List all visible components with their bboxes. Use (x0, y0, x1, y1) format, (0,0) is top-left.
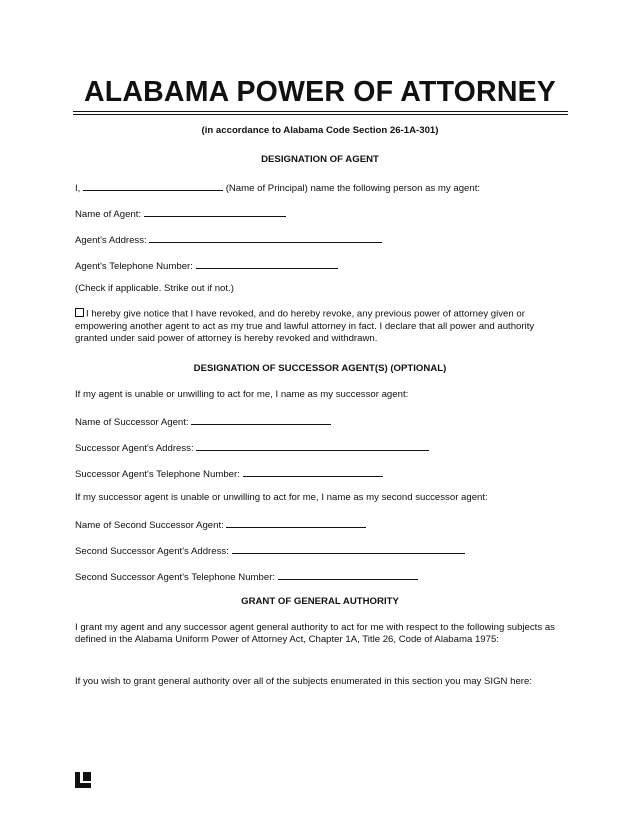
successor-address-line (75, 441, 429, 455)
successor-address-label: Successor Agent's Address: (75, 443, 194, 454)
agent-name-field[interactable] (144, 207, 286, 217)
agent-address-line (75, 233, 382, 247)
title-rule-top (73, 111, 568, 112)
successor-phone-label: Successor Agent's Telephone Number: (75, 469, 240, 480)
second-successor-address-line (75, 544, 465, 558)
principal-prefix: I, (75, 183, 81, 194)
agent-phone-field[interactable] (196, 259, 338, 269)
second-successor-name-label: Name of Second Successor Agent: (75, 520, 224, 531)
document-subtitle: (in accordance to Alabama Code Section 26-1A-301) (201, 125, 439, 136)
document-title: ALABAMA POWER OF ATTORNEY (83, 76, 557, 108)
general-authority-text: I grant my agent and any successor agent general authority to act for me with respect to the following subjects as defined in the Alabama Uniform Power of Attorney Act, Chapter 1A, Title 26, Code of Alabama 1975: (75, 622, 555, 646)
revoke-paragraph (75, 308, 567, 346)
second-successor-phone-line (75, 570, 418, 584)
successor-address-field[interactable] (196, 441, 429, 451)
successor-phone-field[interactable] (243, 467, 383, 477)
agent-address-field[interactable] (149, 233, 382, 243)
check-note: (Check if applicable. Strike out if not.) (75, 283, 234, 294)
second-successor-address-label: Second Successor Agent's Address: (75, 546, 229, 557)
agent-phone-line (75, 259, 338, 273)
agent-section-heading: DESIGNATION OF AGENT (261, 154, 379, 165)
agent-address-label: Agent's Address: (75, 235, 147, 246)
successor-name-label: Name of Successor Agent: (75, 417, 189, 428)
title-rule-bottom (73, 114, 568, 115)
revoke-text: I hereby give notice that I have revoked, and do hereby revoke, any previous power of attorney given or empowering another agent to act as my true and lawful attorney in fact. I declare that all power and authority granted under said power of attorney is hereby revoked and withdrawn. (75, 308, 535, 345)
successor-name-field[interactable] (191, 415, 331, 425)
second-successor-phone-field[interactable] (278, 570, 418, 580)
successor-intro: If my agent is unable or unwilling to act for me, I name as my successor agent: (75, 389, 409, 400)
agent-name-line (75, 207, 286, 221)
second-successor-name-line (75, 518, 366, 532)
general-authority-heading: GRANT OF GENERAL AUTHORITY (241, 596, 399, 607)
general-authority-sign-text: If you wish to grant general authority over all of the subjects enumerated in this section you may SIGN here: (75, 676, 533, 687)
agent-phone-label: Agent's Telephone Number: (75, 261, 193, 272)
successor-phone-line (75, 467, 383, 481)
second-successor-address-field[interactable] (232, 544, 465, 554)
successor-name-line (75, 415, 331, 429)
principal-name-field[interactable] (83, 181, 223, 191)
second-successor-phone-label: Second Successor Agent's Telephone Number: (75, 572, 276, 583)
principal-suffix: (Name of Principal) name the following person as my agent: (225, 183, 481, 194)
revoke-checkbox[interactable] (75, 308, 84, 317)
principal-line (75, 181, 480, 195)
document-logo-icon (75, 772, 91, 788)
agent-name-label: Name of Agent: (75, 209, 142, 220)
second-successor-intro: If my successor agent is unable or unwilling to act for me, I name as my second successor agent: (75, 492, 488, 503)
successor-section-heading: DESIGNATION OF SUCCESSOR AGENT(S) (OPTIONAL) (193, 363, 447, 374)
second-successor-name-field[interactable] (226, 518, 366, 528)
